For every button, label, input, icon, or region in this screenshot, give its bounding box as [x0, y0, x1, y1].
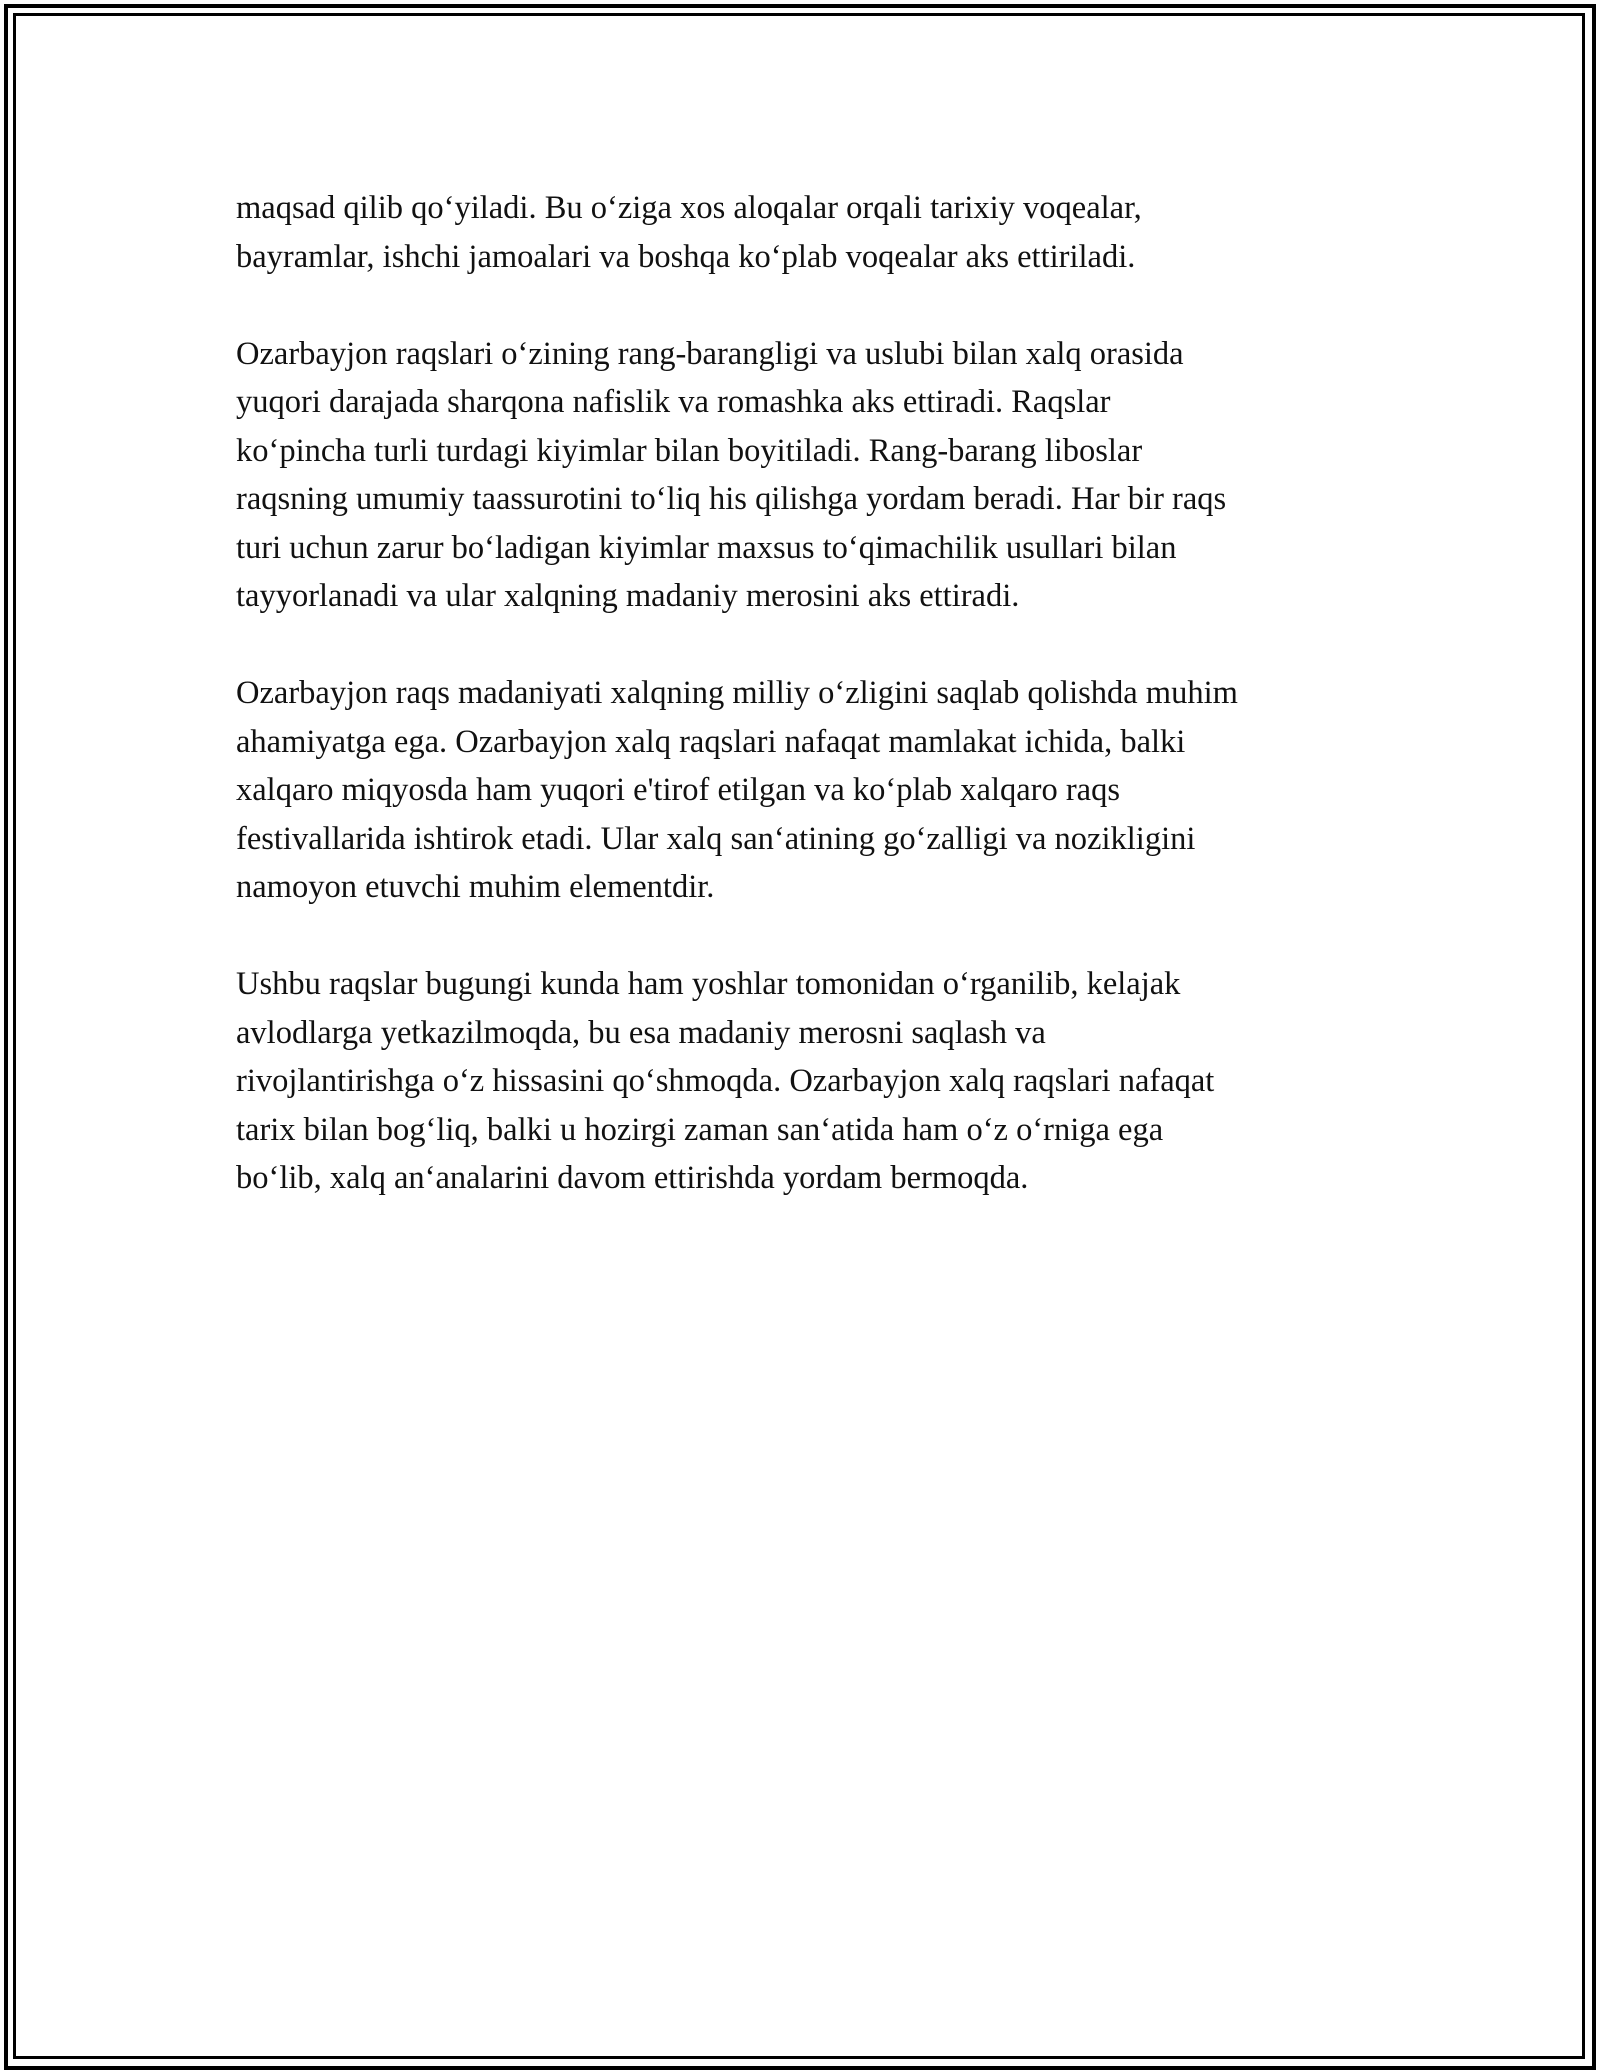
text-line: rivojlantirishga o‘z hissasini qo‘shmoqda. Ozarbayjon xalq raqslari nafaqat: [236, 1063, 1215, 1099]
text-line: raqsning umumiy taassurotini to‘liq his qilishga yordam beradi. Har bir raqs: [236, 481, 1227, 517]
text-line: ahamiyatga ega. Ozarbayjon xalq raqslari nafaqat mamlakat ichida, balki: [236, 723, 1186, 760]
paragraph-3: [236, 669, 1376, 912]
text-line: turi uchun zarur bo‘ladigan kiyimlar maxsus to‘qimachilik usullari bilan: [236, 529, 1177, 566]
text-line: Ushbu raqslar bugungi kunda ham yoshlar tomonidan o‘rganilib, kelajak: [236, 966, 1181, 1002]
text-line: bayramlar, ishchi jamoalari va boshqa ko‘plab voqealar aks ettiriladi.: [236, 238, 1136, 275]
text-line: ko‘pincha turli turdagi kiyimlar bilan boyitiladi. Rang-barang liboslar: [236, 432, 1143, 469]
text-line: avlodlarga yetkazilmoqda, bu esa madaniy merosni saqlash va: [236, 1014, 1046, 1051]
text-line: festivallarida ishtirok etadi. Ular xalq san‘atining go‘zalligi va nozikligini: [236, 820, 1196, 857]
text-line: tarix bilan bog‘liq, balki u hozirgi zaman san‘atida ham o‘z o‘rniga ega: [236, 1111, 1164, 1148]
document-body: [236, 184, 1376, 1251]
paragraph-1: [236, 184, 1376, 281]
text-line: tayyorlanadi va ular xalqning madaniy merosini aks ettiradi.: [236, 578, 1020, 614]
text-line: xalqaro miqyosda ham yuqori e'tirof etilgan va ko‘plab xalqaro raqs: [236, 772, 1120, 808]
paragraph-2: [236, 330, 1376, 621]
text-line: bo‘lib, xalq an‘analarini davom ettirishda yordam bermoqda.: [236, 1160, 1029, 1196]
text-line: Ozarbayjon raqslari o‘zining rang-barangligi va uslubi bilan xalq orasida: [236, 335, 1184, 372]
text-line: maqsad qilib qo‘yiladi. Bu o‘ziga xos aloqalar orqali tarixiy voqealar,: [236, 190, 1142, 226]
text-line: Ozarbayjon raqs madaniyati xalqning milliy o‘zligini saqlab qolishda muhim: [236, 675, 1238, 711]
paragraph-4: [236, 960, 1376, 1203]
text-line: yuqori darajada sharqona nafislik va romashka aks ettiradi. Raqslar: [236, 384, 1111, 420]
text-line: namoyon etuvchi muhim elementdir.: [236, 869, 715, 905]
